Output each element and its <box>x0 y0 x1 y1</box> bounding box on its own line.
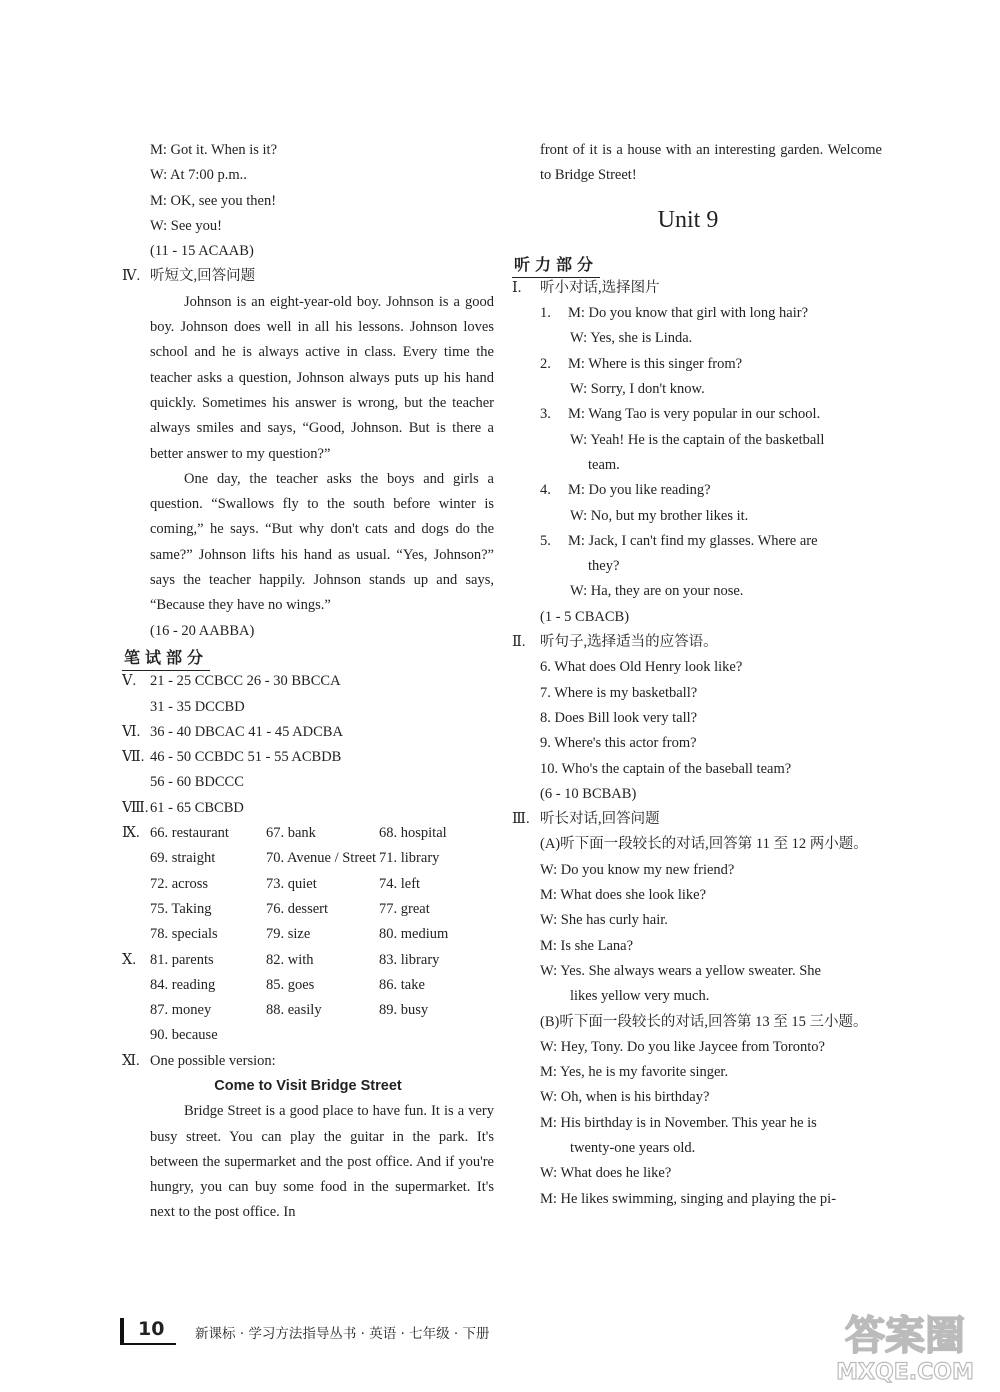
footer-underline <box>120 1343 176 1345</box>
dialog-line: 4. M: Do you like reading? <box>540 482 711 499</box>
dialog-line: W: What does he like? <box>540 1165 672 1182</box>
x-answer-grid: Ⅹ. 81. parents 82. with 83. library 84. reading 85. goes 86. take 87. money 88. easily 89. busy 90. because <box>122 951 440 1044</box>
answer-row: Ⅷ. 61 - 65 CBCBD <box>122 799 244 816</box>
answer-key: (6 - 10 BCBAB) <box>540 785 637 802</box>
footer-bar <box>120 1318 124 1345</box>
book-title: 新课标 · 学习方法指导丛书 · 英语 · 七年级 · 下册 <box>195 1326 490 1342</box>
dialog-line: M: Yes, he is my favorite singer. <box>540 1064 729 1081</box>
dialog-line: W: No, but my brother likes it. <box>570 507 749 524</box>
answer-row: 56 - 60 BDCCC <box>150 774 244 791</box>
section-heading: Ⅳ. 听短文,回答问题 <box>122 268 256 285</box>
dialog-line: likes yellow very much. <box>570 988 710 1005</box>
answer-key: (16 - 20 AABBA) <box>150 622 255 639</box>
watermark-text: 答案圈 <box>845 1313 965 1359</box>
sentence-item: 9. Where's this actor from? <box>540 735 697 752</box>
answer-key: (1 - 5 CBACB) <box>540 608 630 625</box>
watermark-logo <box>820 1305 990 1385</box>
unit-title: Unit 9 <box>657 206 719 233</box>
dialog-line: M: What does she look like? <box>540 887 707 904</box>
right-column <box>512 138 882 1212</box>
dialog-line: W: Do you know my new friend? <box>540 861 735 878</box>
dialog-line: team. <box>588 456 620 473</box>
page-number: 10 <box>138 1318 165 1340</box>
passage-paragraph: One day, the teacher asks the boys and girls a question. “Swallows fly to the south before winter is coming,” he says. “But why don't cats and dogs do the same?” Johnson lifts his hand as usual. “Yes, Johnson?” says the teacher happily. Johnson stands up and says, “Because they have no wings.” <box>150 470 494 614</box>
section-heading: Ⅺ. One possible version: <box>122 1052 276 1069</box>
dialog-line: W: Ha, they are on your nose. <box>570 583 744 600</box>
dialog-line: M: Got it. When is it? <box>150 142 278 158</box>
section-heading: Ⅱ. 听句子,选择适当的应答语。 <box>512 634 718 651</box>
dialog-line: M: His birthday is in November. This year he is <box>540 1114 817 1131</box>
dialog-line: W: Oh, when is his birthday? <box>540 1089 710 1106</box>
dialog-line: W: Yes, she is Linda. <box>570 330 693 347</box>
passage-paragraph: Johnson is an eight-year-old boy. Johnson is a good boy. Johnson does well in all his lessons. Johnson loves school and he is always active in class. Every time the teacher asks a question, Johnson always puts up his hand quickly. Sometimes his answer is wrong, but the teacher always smiles and says, “Good, Johnson. But is there a better answer to my question?” <box>150 293 494 462</box>
sentence-item: 10. Who's the captain of the baseball team? <box>540 760 792 777</box>
dialog-line: 5. M: Jack, I can't find my glasses. Where are <box>540 532 818 549</box>
dialog-line: W: Yes. She always wears a yellow sweater. She <box>540 962 821 979</box>
ix-answer-grid: Ⅸ. 66. restaurant 67. bank 68. hospital 69. straight 70. Avenue / Street 71. library 72. across 73. quiet 74. left 75. Taking 76. dessert 77. great 78. specials 79. size 80. medium <box>122 825 449 943</box>
left-column <box>122 138 494 1226</box>
section-heading: Ⅰ. 听小对话,选择图片 <box>512 279 660 296</box>
listening-section-header: 听力部分 <box>512 253 600 278</box>
sentence-item: 6. What does Old Henry look like? <box>540 659 743 676</box>
dialog-line: M: Is she Lana? <box>540 937 634 954</box>
dialog-line: M: OK, see you then! <box>150 192 277 209</box>
sentence-item: 7. Where is my basketball? <box>540 684 698 701</box>
dialog-line: 3. M: Wang Tao is very popular in our school. <box>540 406 821 423</box>
answer-row: Ⅵ. 36 - 40 DBCAC 41 - 45 ADCBA <box>122 723 343 740</box>
answer-key: (11 - 15 ACAAB) <box>150 243 254 260</box>
sentence-item: 8. Does Bill look very tall? <box>540 709 698 726</box>
dialog-line: W: See you! <box>150 217 222 234</box>
dialog-line: W: Yeah! He is the captain of the basketball <box>570 431 825 448</box>
essay-title: Come to Visit Bridge Street <box>214 1077 402 1094</box>
dialog-line: W: Hey, Tony. Do you like Jaycee from Toronto? <box>540 1038 825 1055</box>
dialog-line: 1. M: Do you know that girl with long hair? <box>540 305 809 322</box>
answer-row: Ⅴ. 21 - 25 CCBCC 26 - 30 BBCCA <box>122 673 341 690</box>
dialog-line: they? <box>588 558 620 575</box>
dialog-line: M: He likes swimming, singing and playing the pi- <box>540 1190 837 1207</box>
dialog-line: W: At 7:00 p.m.. <box>150 167 247 184</box>
dialog-line: W: She has curly hair. <box>540 912 668 929</box>
dialog-line: 2. M: Where is this singer from? <box>540 355 743 372</box>
section-heading: Ⅲ. 听长对话,回答问题 <box>512 811 660 828</box>
dialog-intro: (B)听下面一段较长的对话,回答第 13 至 15 三小题。 <box>540 1013 868 1030</box>
essay-continuation: front of it is a house with an interesting garden. Welcome to Bridge Street! <box>540 142 882 184</box>
dialog-line: W: Sorry, I don't know. <box>570 381 705 398</box>
watermark-url: MXQE.COM <box>836 1360 974 1385</box>
essay-paragraph: Bridge Street is a good place to have fun. It is a very busy street. You can play the guitar in the park. It's between the supermarket and the post office. And if you're hungry, you can buy some food in the supermarket. It's next to the post office. In <box>150 1103 494 1221</box>
answer-row: Ⅶ. 46 - 50 CCBDC 51 - 55 ACBDB <box>122 749 342 766</box>
dialog-line: twenty-one years old. <box>570 1139 696 1156</box>
written-section-header: 笔试部分 <box>122 646 210 671</box>
answer-row: 31 - 35 DCCBD <box>150 698 245 715</box>
dialog-intro: (A)听下面一段较长的对话,回答第 11 至 12 两小题。 <box>540 836 868 853</box>
